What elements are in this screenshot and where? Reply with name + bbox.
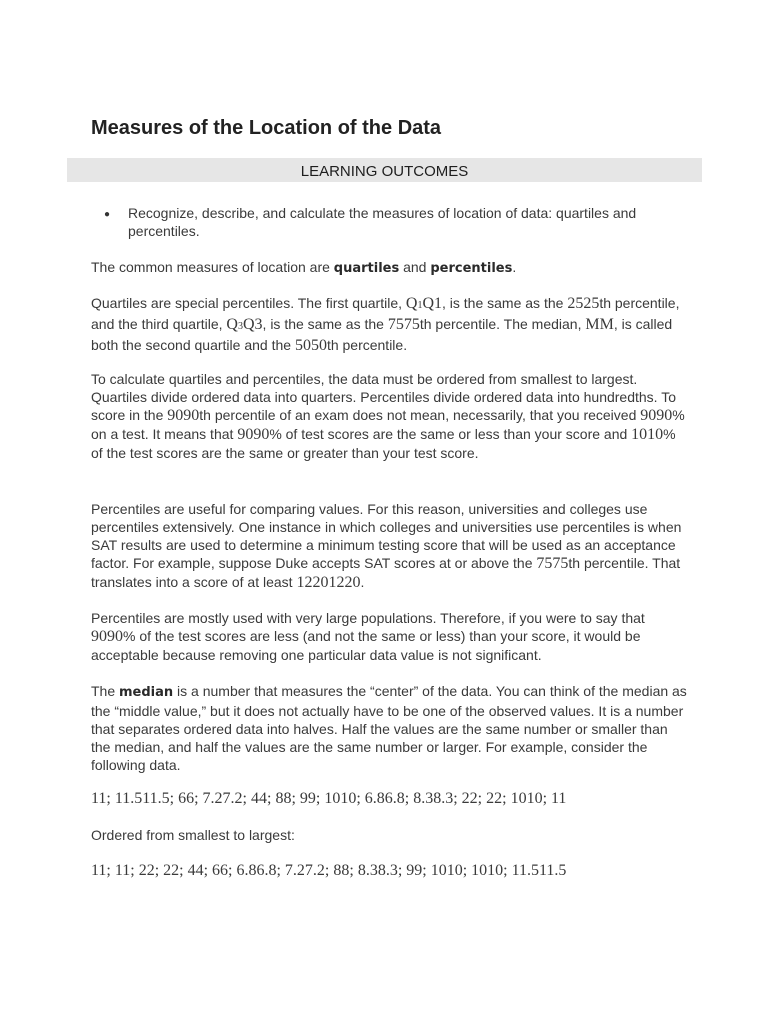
paragraph-calculate — [91, 370, 689, 462]
math-subscript: 3 — [237, 321, 243, 332]
text: th percentile. That translates into a score of at least — [91, 555, 681, 590]
math-25: 2525 — [567, 295, 600, 312]
math-90: 9090 — [91, 628, 123, 645]
math-90: 9090 — [640, 407, 673, 424]
text: Quartiles are special percentiles. The first quartile, — [91, 295, 406, 311]
math-90: 9090 — [167, 407, 200, 424]
text: , is the same as the — [442, 295, 568, 311]
math-text: Q3 — [242, 316, 263, 333]
text: Percentiles are mostly used with very large populations. Therefore, if you were to say that — [91, 610, 645, 626]
paragraph-quartiles — [91, 294, 689, 355]
text: is a number that measures the “center” of the data. You can think of the median as the “middle value,” but it does not actually have to be one of the observed values. It is a number that separates ordered data into halves. Half the values are the same number or smaller than the median, and half the values are the same number or larger. For example, consider the following data. — [91, 683, 687, 773]
text: and — [399, 259, 431, 275]
paragraph-median — [91, 682, 689, 774]
ordered-label: Ordered from smallest to largest: — [91, 827, 295, 843]
text: Percentiles are useful for comparing values. For this reason, universities and colleges use percentiles extensively. One instance in which colleges and universities use percentiles is when SAT results are used to determine a minimum testing score that will be used as an acceptance factor. For example, suppose Duke accepts SAT scores at or above the — [91, 501, 682, 571]
text: , is called both the second quartile and the — [91, 316, 673, 353]
text: The common measures of location are — [91, 259, 334, 275]
text: . — [512, 259, 517, 275]
math-50: 5050 — [294, 337, 327, 354]
math-1220: 12201220 — [296, 574, 361, 591]
paragraph-common-measures — [91, 258, 689, 278]
ordered-data-list: 11; 11; 22; 22; 44; 66; 6.86.8; 7.27.2; 88; 8.38.3; 99; 1010; 1010; 11.511.5 — [91, 862, 567, 879]
math-10: 1010 — [631, 426, 664, 443]
learning-outcomes-heading: LEARNING OUTCOMES — [67, 158, 702, 182]
term-quartiles: quartiles — [333, 261, 400, 276]
term-median: median — [119, 685, 174, 700]
math-75: 7575 — [387, 316, 420, 333]
data-list: 11; 11.511.5; 66; 7.27.2; 44; 88; 99; 1010; 6.86.8; 8.38.3; 22; 22; 1010; 11 — [91, 790, 567, 807]
text: The — [91, 683, 120, 699]
text: th percentile. — [326, 337, 408, 353]
math-90: 9090 — [237, 426, 270, 443]
math-q3 — [226, 316, 262, 333]
page-title: Measures of the Location of the Data — [91, 117, 442, 139]
math-subscript: 1 — [417, 300, 423, 311]
text: . — [360, 574, 365, 590]
term-percentiles: percentiles — [430, 261, 513, 276]
text: th percentile, and the third quartile, — [91, 295, 680, 332]
text: th percentile of an exam does not mean, necessarily, that you received — [199, 407, 641, 423]
math-75: 7575 — [536, 555, 569, 572]
paragraph-large-populations — [91, 609, 689, 664]
text: , is the same as the — [262, 316, 388, 332]
paragraph-percentiles-useful — [91, 500, 689, 592]
text: th percentile. The median, — [419, 316, 586, 332]
text: To calculate quartiles and percentiles, the data must be ordered from smallest to largest. Quartiles divide ordered data into quarters. Percentiles divide ordered data into hundredths. To score in the — [91, 371, 676, 423]
math-symbol: Q — [226, 316, 238, 333]
math-q1 — [406, 295, 442, 312]
text: % of test scores are the same or less than your score and — [269, 426, 632, 442]
bullet-icon: ● — [104, 209, 111, 220]
text: % on a test. It means that — [91, 407, 685, 442]
text: % of the test scores are the same or greater than your test score. — [91, 426, 676, 461]
math-text: Q1 — [422, 295, 443, 312]
learning-outcome-text: Recognize, describe, and calculate the measures of location of data: quartiles and percentiles. — [128, 205, 637, 239]
math-symbol: Q — [405, 295, 418, 312]
math-median-symbol: MM — [585, 316, 614, 333]
text: % of the test scores are less (and not the same or less) than your score, it would be acceptable because removing one particular data value is not significant. — [91, 628, 641, 663]
